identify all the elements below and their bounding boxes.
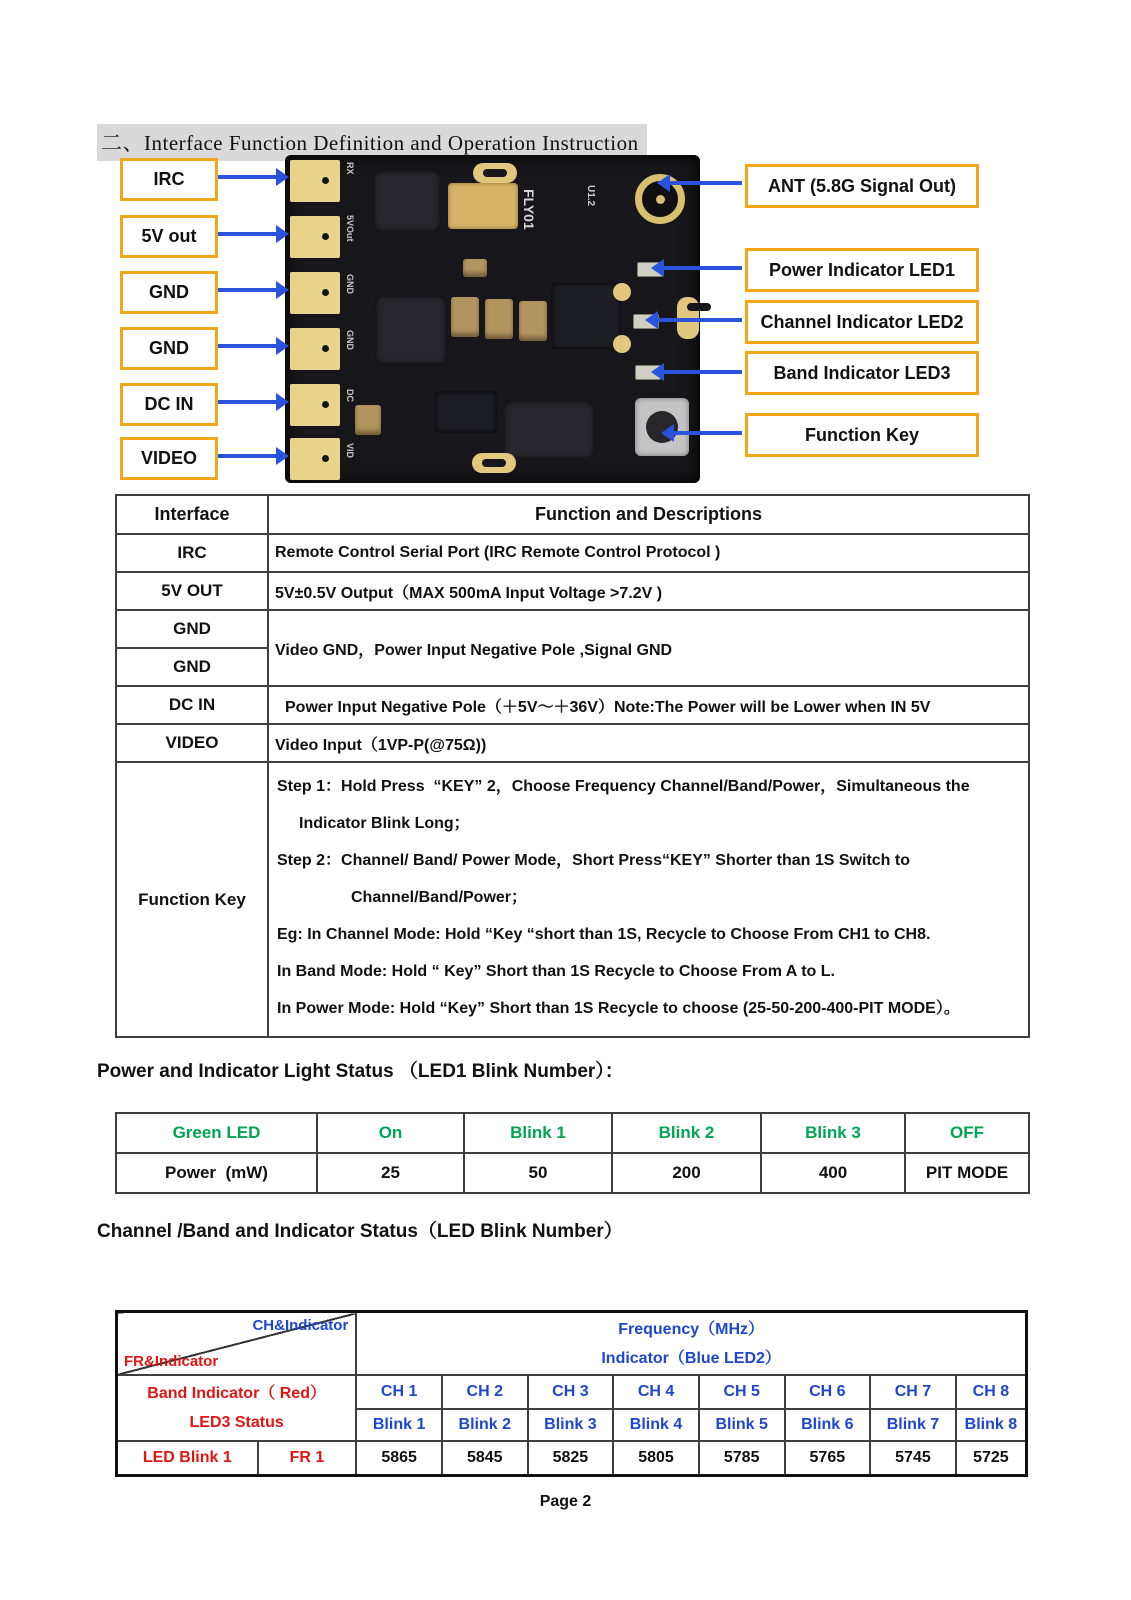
cell-freq-5845: 5845 (442, 1441, 528, 1475)
pcb-pad-5vout (290, 216, 340, 258)
silk-label-5vout: 5VOut (345, 215, 355, 242)
silk-label-gnd2: GND (345, 330, 355, 350)
callout-funckey (745, 413, 979, 457)
pcb-pad-dcin (290, 384, 340, 426)
channel-band-heading: Channel /Band and Indicator Status（LED Blink Number） (97, 1221, 623, 1242)
cell-function-key-desc (268, 762, 1029, 1037)
callout-funckey-label: Function Key (804, 424, 919, 445)
cell-freq-5745: 5745 (870, 1441, 956, 1475)
silk-label-dc: DC (345, 389, 355, 402)
pcb-pad-video (290, 438, 340, 480)
table-row (117, 1375, 1027, 1409)
cell-blink5-ch: Blink 5 (699, 1409, 785, 1441)
cell-ch6: CH 6 (785, 1375, 871, 1409)
cell-freq-5785: 5785 (699, 1441, 785, 1475)
cell-gnd1: GND (116, 610, 268, 648)
board-component-cap3 (519, 301, 547, 341)
callout-led3 (745, 351, 979, 395)
pcb-board-photo (285, 155, 700, 483)
cell-fr1: FR 1 (258, 1441, 357, 1475)
frequency-mhz-label: Frequency（MHz） (618, 1320, 765, 1338)
page-number: Page 2 (539, 1493, 592, 1510)
table-row (116, 724, 1029, 762)
band-indicator-header-cell (117, 1375, 357, 1441)
cell-ch1: CH 1 (356, 1375, 442, 1409)
cell-on: On (317, 1113, 464, 1153)
cell-blink1-ch: Blink 1 (356, 1409, 442, 1441)
callout-gnd1 (120, 271, 218, 314)
cell-led-blink1: LED Blink 1 (117, 1441, 258, 1475)
cell-dcin-desc: Power Input Negative Pole（＋5V～＋36V）Note:The Power will be Lower when IN 5V (268, 686, 1029, 724)
callout-ant (745, 164, 979, 208)
callout-gnd2-label: GND (149, 338, 189, 358)
callout-5vout (120, 215, 218, 258)
cell-50: 50 (464, 1153, 612, 1193)
table-row (116, 572, 1029, 610)
fk-example-line: Eg: In Channel Mode: Hold “Key “short than 1S, Recycle to Choose From CH1 to CH8. (277, 926, 931, 943)
cell-blink2: Blink 2 (612, 1113, 761, 1153)
interface-function-table (115, 494, 1030, 1038)
table-row (116, 762, 1029, 1037)
callout-dcin-label: DC IN (144, 394, 194, 414)
arrow-dcin-icon (218, 400, 278, 404)
arrow-funckey-icon (672, 431, 742, 435)
silk-label-vid: VID (345, 443, 355, 459)
cell-5vout-desc: 5V±0.5V Output（MAX 500mA Input Voltage >7.2V ) (268, 572, 1029, 610)
diagonal-header-cell (117, 1312, 357, 1376)
pcb-pad-gnd1 (290, 272, 340, 314)
callout-irc-label: IRC (153, 169, 185, 189)
cell-blink1: Blink 1 (464, 1113, 612, 1153)
cell-blink2-ch: Blink 2 (442, 1409, 528, 1441)
fk-step1-line: Step 1：Hold Press “KEY” 2，Choose Frequency Channel/Band/Power，Simultaneous the (277, 778, 970, 795)
silk-label-rx: RX (345, 162, 355, 175)
cell-irc-desc: Remote Control Serial Port (IRC Remote Control Protocol ) (268, 534, 1029, 572)
cell-freq-5805: 5805 (613, 1441, 699, 1475)
gold-via1 (613, 283, 631, 301)
cell-freq-5725: 5725 (956, 1441, 1027, 1475)
cell-blink3: Blink 3 (761, 1113, 905, 1153)
frequency-header-cell (356, 1312, 1026, 1376)
callout-gnd2 (120, 327, 218, 370)
board-component-ic3 (503, 401, 595, 459)
cell-25: 25 (317, 1153, 464, 1193)
mounting-hole-top (473, 163, 517, 183)
cell-green-led: Green LED (116, 1113, 317, 1153)
callout-video-label: VIDEO (140, 448, 197, 468)
cell-blink3-ch: Blink 3 (528, 1409, 614, 1441)
cell-blink4-ch: Blink 4 (613, 1409, 699, 1441)
col-header-descriptions: Function and Descriptions (268, 495, 1029, 534)
arrow-led2-icon (656, 318, 742, 322)
pcb-pad-gnd2 (290, 328, 340, 370)
cell-gnd-desc: Video GND，Power Input Negative Pole ,Signal GND (268, 610, 1029, 686)
callout-video (120, 437, 218, 480)
cell-ch8: CH 8 (956, 1375, 1027, 1409)
table-row (116, 610, 1029, 648)
cell-pit-mode: PIT MODE (905, 1153, 1029, 1193)
cell-200: 200 (612, 1153, 761, 1193)
band-indicator-red-label: Band Indicator（ Red） (147, 1385, 326, 1402)
led3-status-label: LED3 Status (189, 1414, 284, 1431)
pcb-pad-irc (290, 160, 340, 202)
table-row (116, 686, 1029, 724)
callout-5vout-label: 5V out (141, 226, 197, 246)
board-diagram (0, 150, 1131, 490)
cell-dcin: DC IN (116, 686, 268, 724)
cell-ch5: CH 5 (699, 1375, 785, 1409)
cell-video: VIDEO (116, 724, 268, 762)
cell-power-mw: Power (mW) (116, 1153, 317, 1193)
board-component-cap5 (355, 405, 381, 435)
cell-function-key: Function Key (116, 762, 268, 1037)
table-row (116, 1153, 1029, 1193)
callout-irc (120, 158, 218, 201)
table-row (117, 1312, 1027, 1376)
diag-ch-indicator-label: CH&Indicator (252, 1317, 349, 1334)
cell-blink8-ch: Blink 8 (956, 1409, 1027, 1441)
callout-ant-label: ANT (5.8G Signal Out) (767, 175, 956, 196)
cell-gnd2: GND (116, 648, 268, 686)
cell-blink6-ch: Blink 6 (785, 1409, 871, 1441)
diag-fr-indicator-label: FR&Indicator (124, 1353, 219, 1370)
channel-frequency-table (115, 1310, 1028, 1477)
cell-freq-5865: 5865 (356, 1441, 442, 1475)
cell-5vout: 5V OUT (116, 572, 268, 610)
fk-step2b-line: Channel/Band/Power； (351, 889, 528, 906)
cell-ch7: CH 7 (870, 1375, 956, 1409)
arrow-ant-icon (668, 181, 742, 185)
silk-label-gnd1: GND (345, 274, 355, 294)
fk-step2-line: Step 2：Channel/ Band/ Power Mode，Short Press“KEY” Shorter than 1S Switch to (277, 852, 910, 869)
cell-irc: IRC (116, 534, 268, 572)
cell-video-desc: Video Input（1VP-P(@75Ω)) (268, 724, 1029, 762)
callout-led3-label: Band Indicator LED3 (773, 362, 951, 383)
arrow-led3-icon (662, 370, 742, 374)
arrow-gnd1-icon (218, 288, 278, 292)
callout-led1 (745, 248, 979, 292)
cell-ch2: CH 2 (442, 1375, 528, 1409)
arrow-video-icon (218, 454, 278, 458)
power-status-heading: Power and Indicator Light Status （LED1 Blink Number）： (97, 1061, 624, 1082)
cell-blink7-ch: Blink 7 (870, 1409, 956, 1441)
arrow-5vout-icon (218, 232, 278, 236)
board-component-inductor1 (373, 170, 441, 232)
col-header-interface: Interface (116, 495, 268, 534)
callout-gnd1-label: GND (149, 282, 189, 302)
cell-ch3: CH 3 (528, 1375, 614, 1409)
indicator-led2-label: Indicator（Blue LED2） (601, 1349, 781, 1367)
page-title: 二、Interface Function Definition and Operation Instruction (97, 124, 647, 161)
gold-via2 (613, 335, 631, 353)
board-component-crystal (448, 183, 518, 229)
board-component-ic2 (435, 391, 497, 433)
board-component-cap1 (451, 297, 479, 337)
callout-led2 (745, 300, 979, 344)
cell-freq-5825: 5825 (528, 1441, 614, 1475)
fk-powermode-line: In Power Mode: Hold “Key” Short than 1S Recycle to choose (25-50-200-400-PIT MODE）。 (277, 1000, 960, 1017)
silk-rev-text: U1.2 (585, 185, 596, 207)
mounting-hole-bottom (472, 453, 516, 473)
board-component-cap2 (485, 299, 513, 339)
cell-freq-5765: 5765 (785, 1441, 871, 1475)
table-row (116, 1113, 1029, 1153)
power-indicator-table (115, 1112, 1030, 1194)
cell-off: OFF (905, 1113, 1029, 1153)
fk-step1b-line: Indicator Blink Long； (299, 815, 470, 832)
callout-dcin (120, 383, 218, 426)
fk-bandmode-line: In Band Mode: Hold “ Key” Short than 1S Recycle to Choose From A to L. (277, 963, 835, 980)
cell-ch4: CH 4 (613, 1375, 699, 1409)
board-component-inductor2 (375, 295, 447, 365)
callout-led1-label: Power Indicator LED1 (768, 259, 956, 280)
table-row (117, 1441, 1027, 1475)
cell-400: 400 (761, 1153, 905, 1193)
silk-model-text: FLY01 (521, 189, 537, 230)
arrow-irc-icon (218, 175, 278, 179)
callout-led2-label: Channel Indicator LED2 (760, 311, 964, 332)
arrow-gnd2-icon (218, 344, 278, 348)
board-component-cap4 (463, 259, 487, 277)
board-component-ic1 (551, 283, 621, 349)
arrow-led1-icon (662, 266, 742, 270)
table-row (116, 534, 1029, 572)
